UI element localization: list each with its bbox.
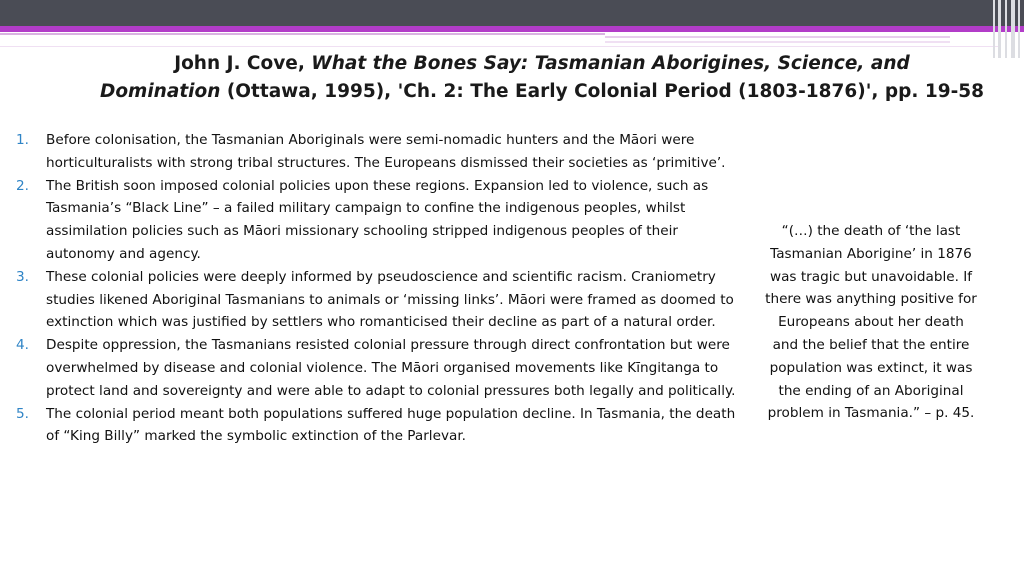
list-number: 2. (16, 177, 29, 194)
list-number: 1. (16, 132, 29, 148)
title-line-1 (60, 50, 1024, 78)
list-number: 3. (16, 268, 29, 285)
accent-line (0, 46, 1000, 47)
list-item-text: The British soon imposed colonial policies upon these regions. Expansion led to violence, such as Tasmania’s “Black Line” – a failed military campaign to confine the indigenous peoples, whilst assimilation policies such as Māori missionary schooling stripped indigenous peoples of their autonomy and agency. (46, 177, 709, 262)
numbered-points-list (16, 129, 741, 448)
slide-title (60, 50, 1024, 106)
list-item-text: These colonial policies were deeply informed by pseudoscience and scientific racism. Craniometry studies likened Aboriginal Tasmanians to animals or ‘missing links’. Māori were framed as doomed to extinction which was justified by settlers who romanticised their decline as part of a natural order. (46, 268, 734, 331)
title-book-italic-cont: Domination (99, 81, 221, 102)
accent-line (0, 33, 605, 35)
list-item-text: Despite oppression, the Tasmanians resisted colonial pressure through direct confrontation but were overwhelmed by disease and colonial violence. The Māori organised movements like Kīngitanga to protect land and sovereignty and were able to adapt to colonial pressures both legally and politically. (46, 337, 736, 399)
title-citation: (Ottawa, 1995), 'Ch. 2: The Early Colonial Period (1803-1876)', pp. 19-58 (220, 81, 984, 102)
top-banner (0, 0, 1024, 26)
list-number: 4. (16, 337, 29, 354)
list-item (16, 129, 741, 175)
accent-stripe (0, 26, 1024, 32)
title-book-italic: What the Bones Say: Tasmanian Aborigines, Science, and (311, 53, 910, 74)
list-item-text: The colonial period meant both populations suffered huge population decline. In Tasmania, the death of “King Billy” marked the symbolic extinction of the Parlevar. (46, 405, 736, 445)
list-item (16, 175, 741, 266)
list-item (16, 266, 741, 334)
side-quote: “(…) the death of ‘the last Tasmanian Aborigine’ in 1876 was tragic but unavoidable. If there was anything positive for Europeans about her death and the belief that the entire population was extinct, it was the ending of an Aboriginal problem in Tasmania.” – p. 45. (765, 223, 977, 422)
accent-line (605, 41, 950, 43)
title-line-2 (60, 78, 1024, 106)
accent-line (605, 36, 950, 38)
list-item (16, 334, 741, 402)
title-author: John J. Cove, (174, 53, 312, 74)
list-item (16, 403, 741, 449)
list-item-text: Before colonisation, the Tasmanian Aboriginals were semi-nomadic hunters and the Māori were horticulturalists with strong tribal structures. The Europeans dismissed their societies as ‘primitive’. (46, 132, 726, 171)
list-number: 5. (16, 405, 29, 422)
